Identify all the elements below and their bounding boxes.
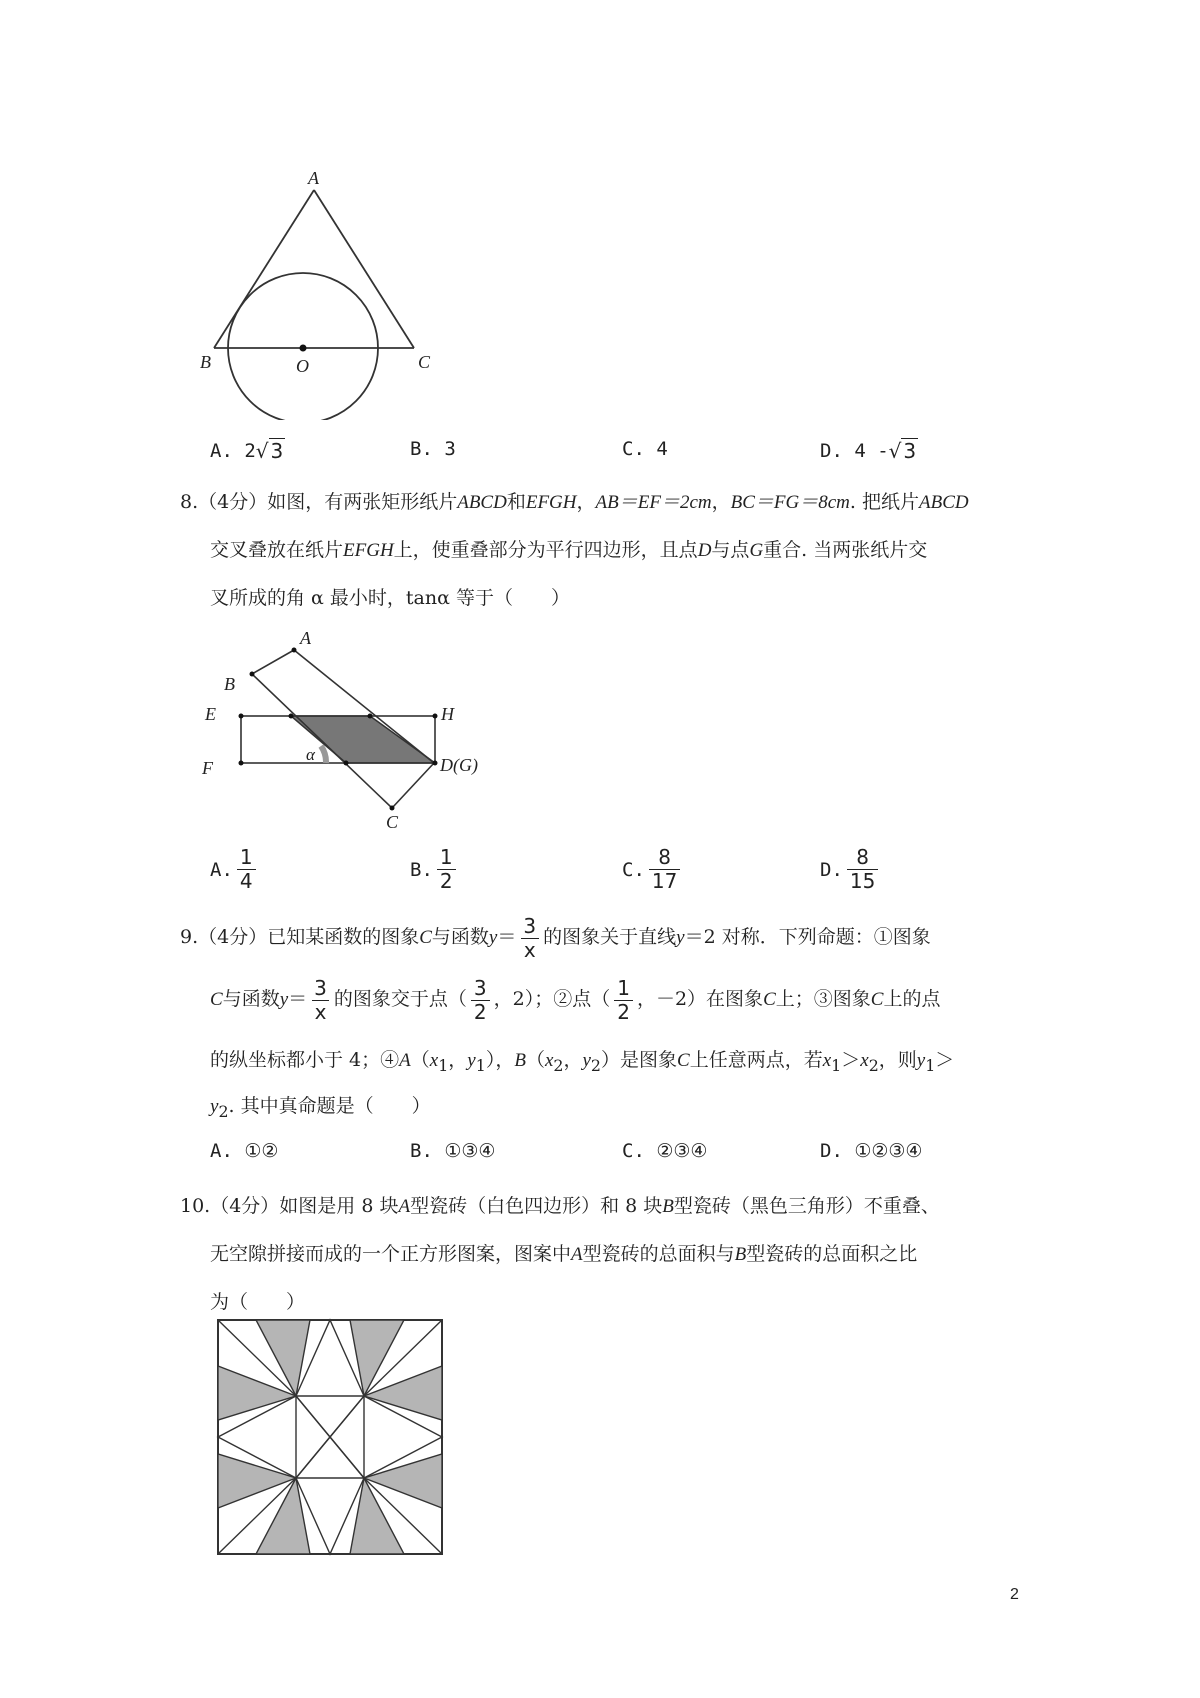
q7-options <box>210 438 970 488</box>
q8-option-a[interactable]: A. $\frac{1}{4}$ <box>210 846 260 893</box>
q8-option-d[interactable]: D. $\frac{8}{15}$ <box>820 846 882 893</box>
label-c: C <box>386 812 399 830</box>
q9-option-d[interactable]: D. ①②③④ <box>820 1140 923 1162</box>
q10-line-2: 无空隙拼接而成的一个正方形图案，图案中A型瓷砖的总面积与B型瓷砖的总面积之比 <box>210 1243 918 1265</box>
label-alpha: α <box>306 745 315 764</box>
page-number: 2 <box>1010 1586 1019 1603</box>
q7-b-label: B. 3 <box>410 438 456 460</box>
fraction: $\frac{3}{x}$ <box>520 915 539 962</box>
center-point <box>300 345 307 352</box>
q7-option-c[interactable] <box>622 438 668 460</box>
fraction: $\frac{3}{x}$ <box>311 977 330 1024</box>
label-c: C <box>418 352 431 372</box>
q10-line-3: 为（ ） <box>210 1291 306 1313</box>
q7-d-radicand: 3 <box>903 439 917 463</box>
label-a: A <box>300 628 311 648</box>
q8-options <box>210 846 970 904</box>
q9-option-c[interactable]: C. ②③④ <box>622 1140 708 1162</box>
side-ac <box>314 190 414 348</box>
fraction: $\frac{8}{17}$ <box>649 846 680 893</box>
q7-option-b[interactable] <box>410 438 456 460</box>
q9-line-4: $y_2$. 其中真命题是（ ） <box>210 1095 431 1121</box>
q10-line-1: 10.（4分）如图是用 8 块A型瓷砖（白色四边形）和 8 块B型瓷砖（黑色三角形）不重叠、 <box>180 1195 940 1217</box>
q8-option-b[interactable]: B. $\frac{1}{2}$ <box>410 846 460 893</box>
label-a: A <box>308 168 319 188</box>
q8-line-3: 叉所成的角 α 最小时，tanα 等于（ ） <box>210 587 570 609</box>
q9-line-3: 的纵坐标都小于 4；$④A(x_1$，$y_1$），$B(x_2$，$y_2$）是图象C上任意两点，若$x_1>x_2$，则$y_1>$ <box>210 1049 955 1075</box>
triangle-circle-figure <box>200 150 440 420</box>
label-o: O <box>296 356 309 376</box>
label-dg: D(G) <box>440 755 478 775</box>
label-e: E <box>205 704 216 724</box>
label-b: B <box>224 674 235 694</box>
q9-line-1: 9.（4分）已知某函数的图象C与函数y＝ $\frac{3}{x}$ 的图象关于直线y＝2 对称．下列命题：①图象 <box>180 913 931 962</box>
side-ab <box>214 190 314 348</box>
sqrt-symbol: √ 3 <box>888 439 917 463</box>
fraction: $\frac{3}{2}$ <box>471 977 490 1024</box>
sqrt-symbol: √ 3 <box>255 439 284 463</box>
q7-a-label: A. 2 <box>210 439 256 462</box>
fraction: $\frac{1}{4}$ <box>237 846 256 893</box>
fraction: $\frac{1}{2}$ <box>437 846 456 893</box>
fraction: $\frac{8}{15}$ <box>847 846 878 893</box>
q7-d-label: D. 4 - <box>820 439 889 462</box>
fraction: $\frac{1}{2}$ <box>614 977 633 1024</box>
q8-line-1: 8.（4分）如图，有两张矩形纸片ABCD和EFGH，AB＝EF＝2cm，BC＝FG＝8cm. 把纸片ABCD <box>180 491 969 513</box>
label-b: B <box>200 352 211 372</box>
q9-options <box>210 1140 970 1190</box>
label-h: H <box>441 704 454 724</box>
q9-line-2: C与函数y＝ $\frac{3}{x}$ 的图象交于点（ $\frac{3}{2}$ ，2）；②点（ $\frac{1}{2}$ ，－2）在图象C上；③图象C上的点 <box>210 975 941 1024</box>
q7-a-radicand: 3 <box>270 439 284 463</box>
q9-option-b[interactable]: B. ①③④ <box>410 1140 496 1162</box>
label-f: F <box>202 758 213 778</box>
tile-pattern-figure <box>216 1318 446 1558</box>
q7-option-a[interactable] <box>210 438 285 463</box>
angle-alpha-arc <box>321 746 326 763</box>
rectangles-figure <box>200 620 500 830</box>
q7-c-label: C. 4 <box>622 438 668 460</box>
q7-option-d[interactable] <box>820 438 918 463</box>
q8-option-c[interactable]: C. $\frac{8}{17}$ <box>622 846 684 893</box>
q8-line-2: 交叉叠放在纸片EFGH上，使重叠部分为平行四边形，且点D与点G重合. 当两张纸片交 <box>210 539 928 561</box>
q9-option-a[interactable]: A. ①② <box>210 1140 279 1162</box>
